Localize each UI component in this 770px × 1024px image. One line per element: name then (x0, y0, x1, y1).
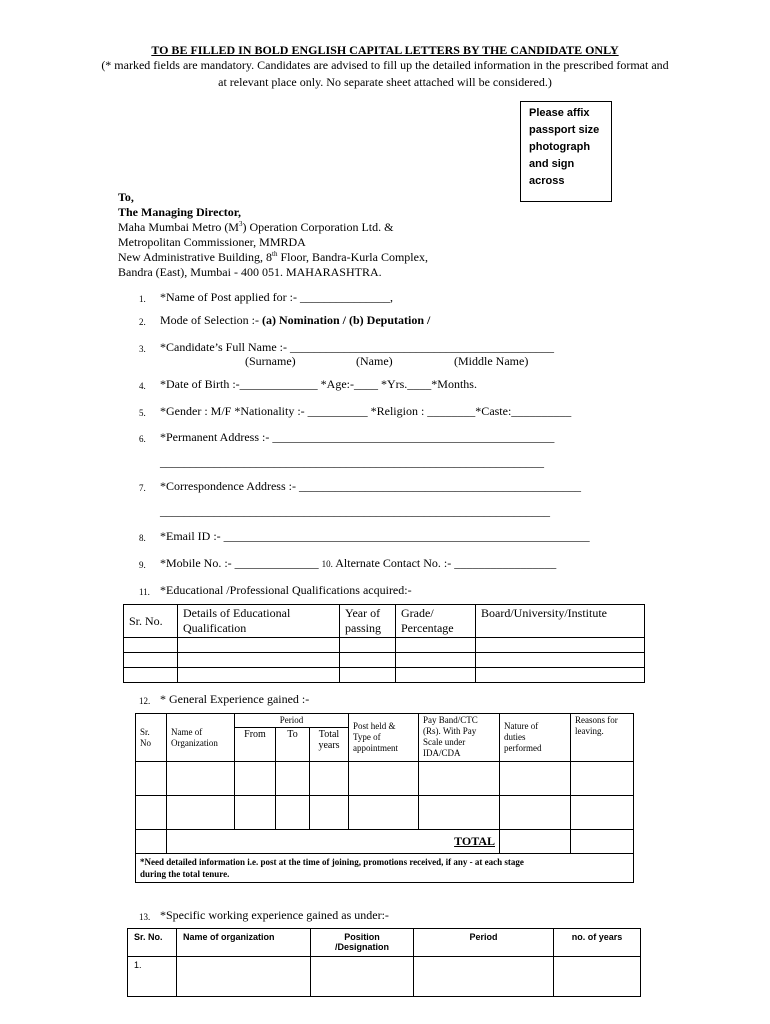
field-number-10: 10. (321, 559, 333, 569)
table-cell[interactable] (340, 668, 396, 683)
total-cell (167, 830, 500, 854)
mode-of-selection-field[interactable] (160, 313, 430, 328)
permanent-address-field[interactable]: *Permanent Address :- _______________________________________________ (160, 430, 555, 444)
spec-col-years: no. of years (554, 929, 641, 957)
spec-col-org: Name of organization (177, 929, 311, 957)
col-grade-line-1: Grade/ (401, 606, 434, 620)
exp-col-nature-2: duties (504, 732, 526, 742)
table-cell[interactable] (414, 957, 554, 997)
exp-col-pay (419, 714, 500, 762)
correspondence-address-field[interactable]: *Correspondence Address :- _______________________________________________ (160, 479, 581, 493)
exp-col-reasons (571, 714, 634, 762)
table-cell[interactable] (124, 668, 178, 683)
table-cell[interactable] (178, 668, 340, 683)
col-board: Board/University/Institute (476, 605, 645, 638)
specific-row-number: 1. (128, 957, 177, 997)
exp-col-nature (500, 714, 571, 762)
col-details-line-1: Details of Educational (183, 606, 291, 620)
experience-row[interactable] (136, 762, 634, 796)
alternate-contact-field: Alternate Contact No. :- _________________ (332, 556, 557, 570)
table-cell[interactable] (349, 762, 419, 796)
exp-col-nature-1: Nature of (504, 721, 539, 731)
table-cell[interactable] (167, 796, 235, 830)
footnote-line-1: *Need detailed information i.e. post at the time of joining, promotions received, if any - at each stage (140, 857, 524, 867)
experience-total-row (136, 830, 634, 854)
table-cell[interactable] (396, 653, 476, 668)
address-line-2: Metropolitan Commissioner, MMRDA (118, 235, 306, 249)
form-title: TO BE FILLED IN BOLD ENGLISH CAPITAL LETTERS BY THE CANDIDATE ONLY (151, 43, 619, 57)
table-cell[interactable] (178, 638, 340, 653)
address-sup-3: th (272, 250, 278, 258)
field-number-9: 9. (139, 560, 146, 570)
spec-col-position-1: Position (344, 932, 380, 942)
table-cell[interactable] (310, 762, 349, 796)
table-cell[interactable] (396, 638, 476, 653)
col-grade (396, 605, 476, 638)
table-cell[interactable] (476, 668, 645, 683)
table-cell[interactable] (396, 668, 476, 683)
table-cell[interactable] (178, 653, 340, 668)
specific-experience-heading: *Specific working experience gained as under:- (160, 908, 389, 922)
exp-col-nature-3: performed (504, 743, 542, 753)
col-details-line-2: Qualification (183, 621, 247, 635)
exp-col-from: From (235, 728, 276, 762)
table-cell[interactable] (276, 762, 310, 796)
table-cell[interactable] (124, 638, 178, 653)
surname-caption: (Surname) (245, 354, 296, 368)
address-recipient: The Managing Director, (118, 205, 241, 219)
education-table (123, 604, 645, 683)
field-number-13: 13. (139, 912, 151, 922)
exp-col-to: To (276, 728, 310, 762)
table-cell[interactable] (310, 796, 349, 830)
col-details (178, 605, 340, 638)
field-number-5: 5. (139, 408, 146, 418)
table-cell[interactable] (311, 957, 414, 997)
specific-row[interactable] (128, 957, 641, 997)
exp-col-pay-3: Scale under (423, 737, 466, 747)
col-sr-no: Sr. No. (124, 605, 178, 638)
footnote-line-2: during the total tenure. (140, 869, 230, 879)
table-cell[interactable] (177, 957, 311, 997)
middle-name-caption: (Middle Name) (454, 354, 529, 368)
exp-col-post-3: appointment (353, 743, 398, 753)
exp-col-reasons-2: leaving. (575, 726, 604, 736)
table-cell[interactable] (340, 653, 396, 668)
mobile-label: *Mobile No. :- ______________ (160, 556, 322, 570)
mobile-field[interactable] (160, 556, 556, 571)
table-cell[interactable] (500, 762, 571, 796)
table-cell[interactable] (235, 762, 276, 796)
exp-col-period: Period (235, 714, 349, 728)
permanent-address-line-2[interactable]: ________________________________________________________________ (160, 455, 544, 469)
education-row[interactable] (124, 653, 645, 668)
exp-col-pay-2: (Rs). With Pay (423, 726, 477, 736)
address-line-3b: Floor, Bandra-Kurla Complex, (277, 250, 428, 264)
table-cell[interactable] (276, 796, 310, 830)
total-label: TOTAL (454, 833, 495, 848)
exp-col-sr-2: No (140, 737, 151, 748)
exp-col-org-2: Organization (171, 737, 218, 748)
table-cell[interactable] (124, 653, 178, 668)
exp-col-pay-1: Pay Band/CTC (423, 715, 478, 725)
specific-experience-table (127, 928, 641, 997)
exp-col-total-2: years (318, 740, 340, 751)
experience-footnote (136, 854, 634, 883)
education-row[interactable] (124, 668, 645, 683)
table-cell[interactable] (571, 796, 634, 830)
mode-label: Mode of Selection :- (160, 313, 262, 327)
spec-col-position (311, 929, 414, 957)
exp-col-post (349, 714, 419, 762)
qualifications-heading: *Educational /Professional Qualifications acquired:- (160, 583, 412, 597)
photo-text-5: across (529, 175, 565, 187)
specific-header-row (128, 929, 641, 957)
field-number-4: 4. (139, 381, 146, 391)
field-number-11: 11. (139, 587, 150, 597)
exp-col-total-1: Total (318, 729, 340, 740)
date-of-birth-field[interactable]: *Date of Birth :-_____________ *Age:-____ *Yrs.____*Months. (160, 377, 477, 391)
field-number-7: 7. (139, 483, 146, 493)
photo-text-3: photograph (529, 141, 591, 153)
experience-table (135, 713, 634, 883)
table-cell[interactable] (349, 796, 419, 830)
spec-col-sr: Sr. No. (128, 929, 177, 957)
exp-col-org (167, 714, 235, 762)
spec-col-position-2: /Designation (334, 942, 389, 952)
email-field[interactable]: *Email ID :- _____________________________________________________________ (160, 529, 590, 543)
address-line-3 (118, 250, 428, 265)
address-sup-1: 3 (238, 220, 243, 228)
full-name-field[interactable]: *Candidate’s Full Name :- ____________________________________________ (160, 340, 554, 354)
col-year-line-2: passing (345, 621, 381, 635)
table-cell[interactable] (340, 638, 396, 653)
education-row[interactable] (124, 638, 645, 653)
field-number-12: 12. (139, 696, 151, 706)
exp-col-sr (136, 714, 167, 762)
table-cell[interactable] (419, 796, 500, 830)
gender-nationality-field[interactable]: *Gender : M/F *Nationality :- __________ *Religion : ________*Caste:__________ (160, 404, 572, 418)
exp-col-sr-1: Sr. (140, 726, 150, 737)
address-line-1b: ) Operation Corporation Ltd. & (242, 220, 394, 234)
exp-col-org-1: Name of (171, 726, 203, 737)
address-to: To, (118, 190, 134, 204)
field-number-1: 1. (139, 294, 146, 304)
col-grade-line-2: Percentage (401, 621, 454, 635)
photo-text-4: and sign (529, 158, 575, 170)
col-year-line-1: Year of (345, 606, 381, 620)
table-cell[interactable] (136, 762, 167, 796)
instructions-line-1: (* marked fields are mandatory. Candidates are advised to fill up the detailed information in the prescribed format and (101, 58, 669, 72)
table-cell[interactable] (500, 796, 571, 830)
table-cell (136, 830, 167, 854)
table-cell[interactable] (235, 796, 276, 830)
exp-col-total (310, 728, 349, 762)
field-number-6: 6. (139, 434, 146, 444)
photo-text-2: passport size (529, 124, 600, 136)
exp-col-reasons-1: Reasons for (575, 715, 618, 725)
address-line-1 (118, 220, 393, 235)
name-caption: (Name) (356, 354, 393, 368)
experience-row[interactable] (136, 796, 634, 830)
table-cell[interactable] (476, 638, 645, 653)
table-cell[interactable] (571, 830, 634, 854)
post-applied-field[interactable]: *Name of Post applied for :- _______________, (160, 290, 393, 304)
exp-col-post-2: Type of (353, 732, 381, 742)
address-line-1a: Maha Mumbai Metro (M (118, 220, 239, 234)
address-line-4: Bandra (East), Mumbai - 400 051. MAHARASHTRA. (118, 265, 382, 279)
table-cell[interactable] (500, 830, 571, 854)
field-number-3: 3. (139, 344, 146, 354)
address-line-3a: New Administrative Building, 8 (118, 250, 272, 264)
exp-col-pay-4: IDA/CDA (423, 748, 461, 758)
field-number-2: 2. (139, 317, 146, 327)
table-cell[interactable] (476, 653, 645, 668)
spec-col-period: Period (414, 929, 554, 957)
exp-col-post-1: Post held & (353, 721, 396, 731)
mode-options: (a) Nomination / (b) Deputation / (261, 313, 431, 327)
photo-text-1: Please affix (529, 107, 590, 119)
experience-footnote-row (136, 854, 634, 883)
col-year (340, 605, 396, 638)
education-header-row (124, 605, 645, 638)
table-cell[interactable] (136, 796, 167, 830)
field-number-8: 8. (139, 533, 146, 543)
experience-heading: * General Experience gained :- (160, 692, 310, 706)
experience-header-row-1 (136, 714, 634, 728)
photo-box[interactable] (520, 101, 612, 202)
table-cell[interactable] (571, 762, 634, 796)
table-cell[interactable] (167, 762, 235, 796)
instructions-line-2: at relevant place only. No separate sheet attached will be considered.) (218, 75, 552, 89)
correspondence-address-line-2[interactable]: _________________________________________________________________ (160, 504, 550, 518)
table-cell[interactable] (554, 957, 641, 997)
table-cell[interactable] (419, 762, 500, 796)
